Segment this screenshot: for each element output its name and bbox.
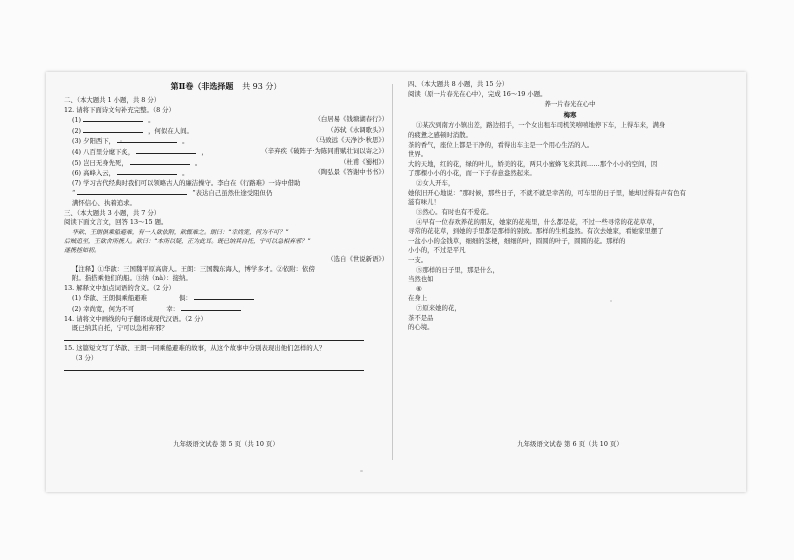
section-title-text: 第Ⅱ卷（非选择题 <box>170 81 234 91</box>
answer-blank[interactable] <box>194 293 254 300</box>
article-line: 小小的，不过是平凡 <box>408 246 466 255</box>
fill-blank[interactable] <box>77 188 187 195</box>
q15-score: （3 分） <box>72 354 98 363</box>
reading-prompt: 阅读下面文言文，回答 13～15 题。 <box>64 218 168 227</box>
article-line: 一支。 <box>408 255 428 264</box>
article-line: 当然也如 <box>408 275 434 284</box>
article-line: 寻常的花花草，到她的手里都是那样的别致。那样的生机盎然。有次去她家，看她家里摆了 <box>408 227 664 236</box>
fill-item-after: ，何似在人间。 <box>148 126 193 135</box>
fill-blank[interactable] <box>83 115 143 122</box>
note-line <box>64 265 388 275</box>
article-line: ⑥ <box>416 284 422 293</box>
fill-item-num: (4) 八百里分麾下炙， <box>72 148 135 157</box>
article-line: 的心境。 <box>408 323 434 332</box>
fill-item <box>64 115 388 126</box>
fill-item-after: 。 <box>194 158 202 167</box>
fill-blank[interactable] <box>130 158 190 165</box>
fill-blank[interactable] <box>83 126 143 133</box>
fill-item-num: (3) 夕阳西下， <box>72 137 116 146</box>
fill-item-source: （马致远《天净沙·秋思》） <box>312 136 388 145</box>
q13-item-label: 幸： <box>166 304 180 313</box>
article-line: 一盆小小的金钱草，细细的茎梗，细细的叶，圆圆的叶子，圆圆的花。那样的 <box>408 236 626 245</box>
passage-source: （选自《世说新语》） <box>327 254 388 263</box>
article-line: 的疲惫之感顿时消散。 <box>408 131 472 140</box>
fill-item-source: （陶弘景《答谢中书书》） <box>314 168 388 177</box>
note-line: 附。指搭乘他们的船。③纳（nà）：接纳。 <box>72 274 192 283</box>
answer-line[interactable] <box>64 334 388 345</box>
article-line: 世界。 <box>408 150 428 159</box>
left-page <box>64 80 388 480</box>
q13-item <box>64 304 388 315</box>
fill-blank[interactable] <box>136 147 196 154</box>
article-line: 大的天地，红的花，绿的叶儿，娇美的花，两只小蜜蜂飞来其间……那个小小的空间，因 <box>408 159 658 168</box>
q13-item-text: (2) 幸尚宽，何为不可 <box>72 304 135 313</box>
passage-line: 后贼追至，王欲舍所携人。歆曰：“本所以疑，正为此耳。既已纳其自托，宁可以急相弃邪？” <box>64 237 311 245</box>
fill-item-num: (2) <box>72 126 82 135</box>
article-line: ⑤那样的日子里，那是什么， <box>416 265 500 274</box>
q12-7-line4: 满怀信心、执着追求。 <box>72 199 136 208</box>
answer-line[interactable] <box>64 364 388 375</box>
reading-prompt: 阅读（原一片春光在心中），完成 16～19 小题。 <box>408 89 547 98</box>
passage-line: 华歆、王朗俱乘船避难，有一人欲依附，歆辄难之。朗曰：“幸尚宽，何为不可？” <box>72 228 289 236</box>
section-title <box>64 80 388 93</box>
fill-item-source: （杜甫《蜀相》） <box>340 157 388 166</box>
q12-7-line1: (7) 学习古代经典时我们可以领略古人的廉洁操守。李白在《行路难》一诗中借助 <box>72 178 301 187</box>
fill-list <box>64 115 388 179</box>
right-page <box>408 80 732 480</box>
q12-7-tail: ”表达自己虽然仕途受阻但仍 <box>192 189 273 198</box>
article-body <box>408 121 732 332</box>
article-title: 养一片春光在心中 <box>544 100 596 109</box>
page-footer: 九年级语文试卷 第 6 页（共 10 页） <box>517 440 623 449</box>
article-line: ①某次到南方小镇出差，路边招手，一个女出租车司机笑嘻嘻地停下车，上得车来，满身 <box>416 121 666 130</box>
q13-prompt: 13. 解释文中加点词语的含义。（2 分） <box>64 283 175 292</box>
article-line: 茶的香气，座位上都是干净的，看得出车主是一个用心生活的人。 <box>408 140 594 149</box>
page-divider <box>392 84 393 460</box>
open-quote: “ <box>72 189 76 198</box>
article-line: 她依旧开心地说：“那时候，那些日子，不就不就是幸苦的，可车里的日子里，她却过得有声有色有 <box>408 188 687 197</box>
article-line: ③然心。有时也有不爱花。 <box>416 207 493 216</box>
fill-item-source: （辛弃疾《破阵子·为陈同甫赋壮词以寄之》） <box>261 147 388 156</box>
article-line: 滋有味儿！ <box>408 198 440 207</box>
part3-heading: 三、（本大题共 3 小题，共 7 分） <box>64 208 161 217</box>
answer-blank[interactable] <box>181 304 241 311</box>
fill-blank[interactable] <box>117 168 177 175</box>
scan-speckle <box>610 300 612 302</box>
article-line: 茶不是品 <box>408 313 434 322</box>
fill-item-source: （苏轼《水调歌头》） <box>327 125 388 134</box>
article-line: ④早有一位春欢养花的朋友，她家的花苑里，什么都是花，不过一些寻常的花花草草， <box>416 217 659 226</box>
fill-item <box>64 136 388 147</box>
part4-heading: 四、（本大题共 8 小题，共 15 分） <box>408 80 509 88</box>
fill-item <box>64 147 388 158</box>
fill-item-source: （白居易《钱塘湖春行》） <box>314 115 388 124</box>
article-line: ②女人开车， <box>416 179 455 188</box>
section-title-score: 共 93 分） <box>242 82 282 91</box>
fill-item-after: 。 <box>182 169 189 178</box>
page-footer: 九年级语文试卷 第 5 页（共 10 页） <box>173 440 279 449</box>
fill-item-num: (5) 岂曰无身先死， <box>72 158 128 167</box>
scan-speckle <box>360 470 363 472</box>
fill-blank[interactable] <box>117 136 177 143</box>
fill-item-after: 。 <box>148 116 155 125</box>
fill-item <box>64 168 388 179</box>
q14-sentence: 既已纳其自托，宁可以急相弃邪？ <box>72 324 168 333</box>
fill-item-after: ， <box>201 148 208 157</box>
q13-item <box>64 293 388 304</box>
q12-7-line2 <box>64 188 388 199</box>
note-text: ①华歆：三国魏平原高唐人。王朗：三国魏东海人，博学多才。②依附：依傍 <box>97 264 315 273</box>
fill-item <box>64 126 388 137</box>
q14-prompt: 14. 请将文中画线的句子翻译成现代汉语。（2 分） <box>64 314 207 323</box>
passage-line: 遂携拯如初。 <box>64 246 101 254</box>
fill-item <box>64 158 388 169</box>
q15-prompt: 15. 这篇短文写了华歆、王朗一同乘船避难的故事，从这个故事中分别表现出他们怎样的人？ <box>64 344 326 353</box>
q13-item-label: 俱： <box>179 294 192 303</box>
note-label: 【注释】 <box>72 264 98 273</box>
fill-item-num: (1) <box>72 116 82 125</box>
fill-item-num: (6) 高峰入云， <box>72 169 116 178</box>
article-line: ⑦原来她的花， <box>416 304 461 313</box>
fill-item-after: 。 <box>182 137 189 146</box>
q12-prompt: 12. 请将下面诗文句补充完整。（8 分） <box>64 105 175 114</box>
article-line: 在身上 <box>408 294 428 303</box>
scan-speckle <box>120 140 122 142</box>
part2-heading: 二、（本大题共 1 小题，共 8 分） <box>64 96 161 104</box>
q13-item-text: (1) 华歆、王朗俱乘船避难 <box>72 294 147 303</box>
article-line: 了那棵小小的小花，而一下子春意盎然起来。 <box>408 169 536 178</box>
article-author: 梅寒 <box>563 110 577 119</box>
